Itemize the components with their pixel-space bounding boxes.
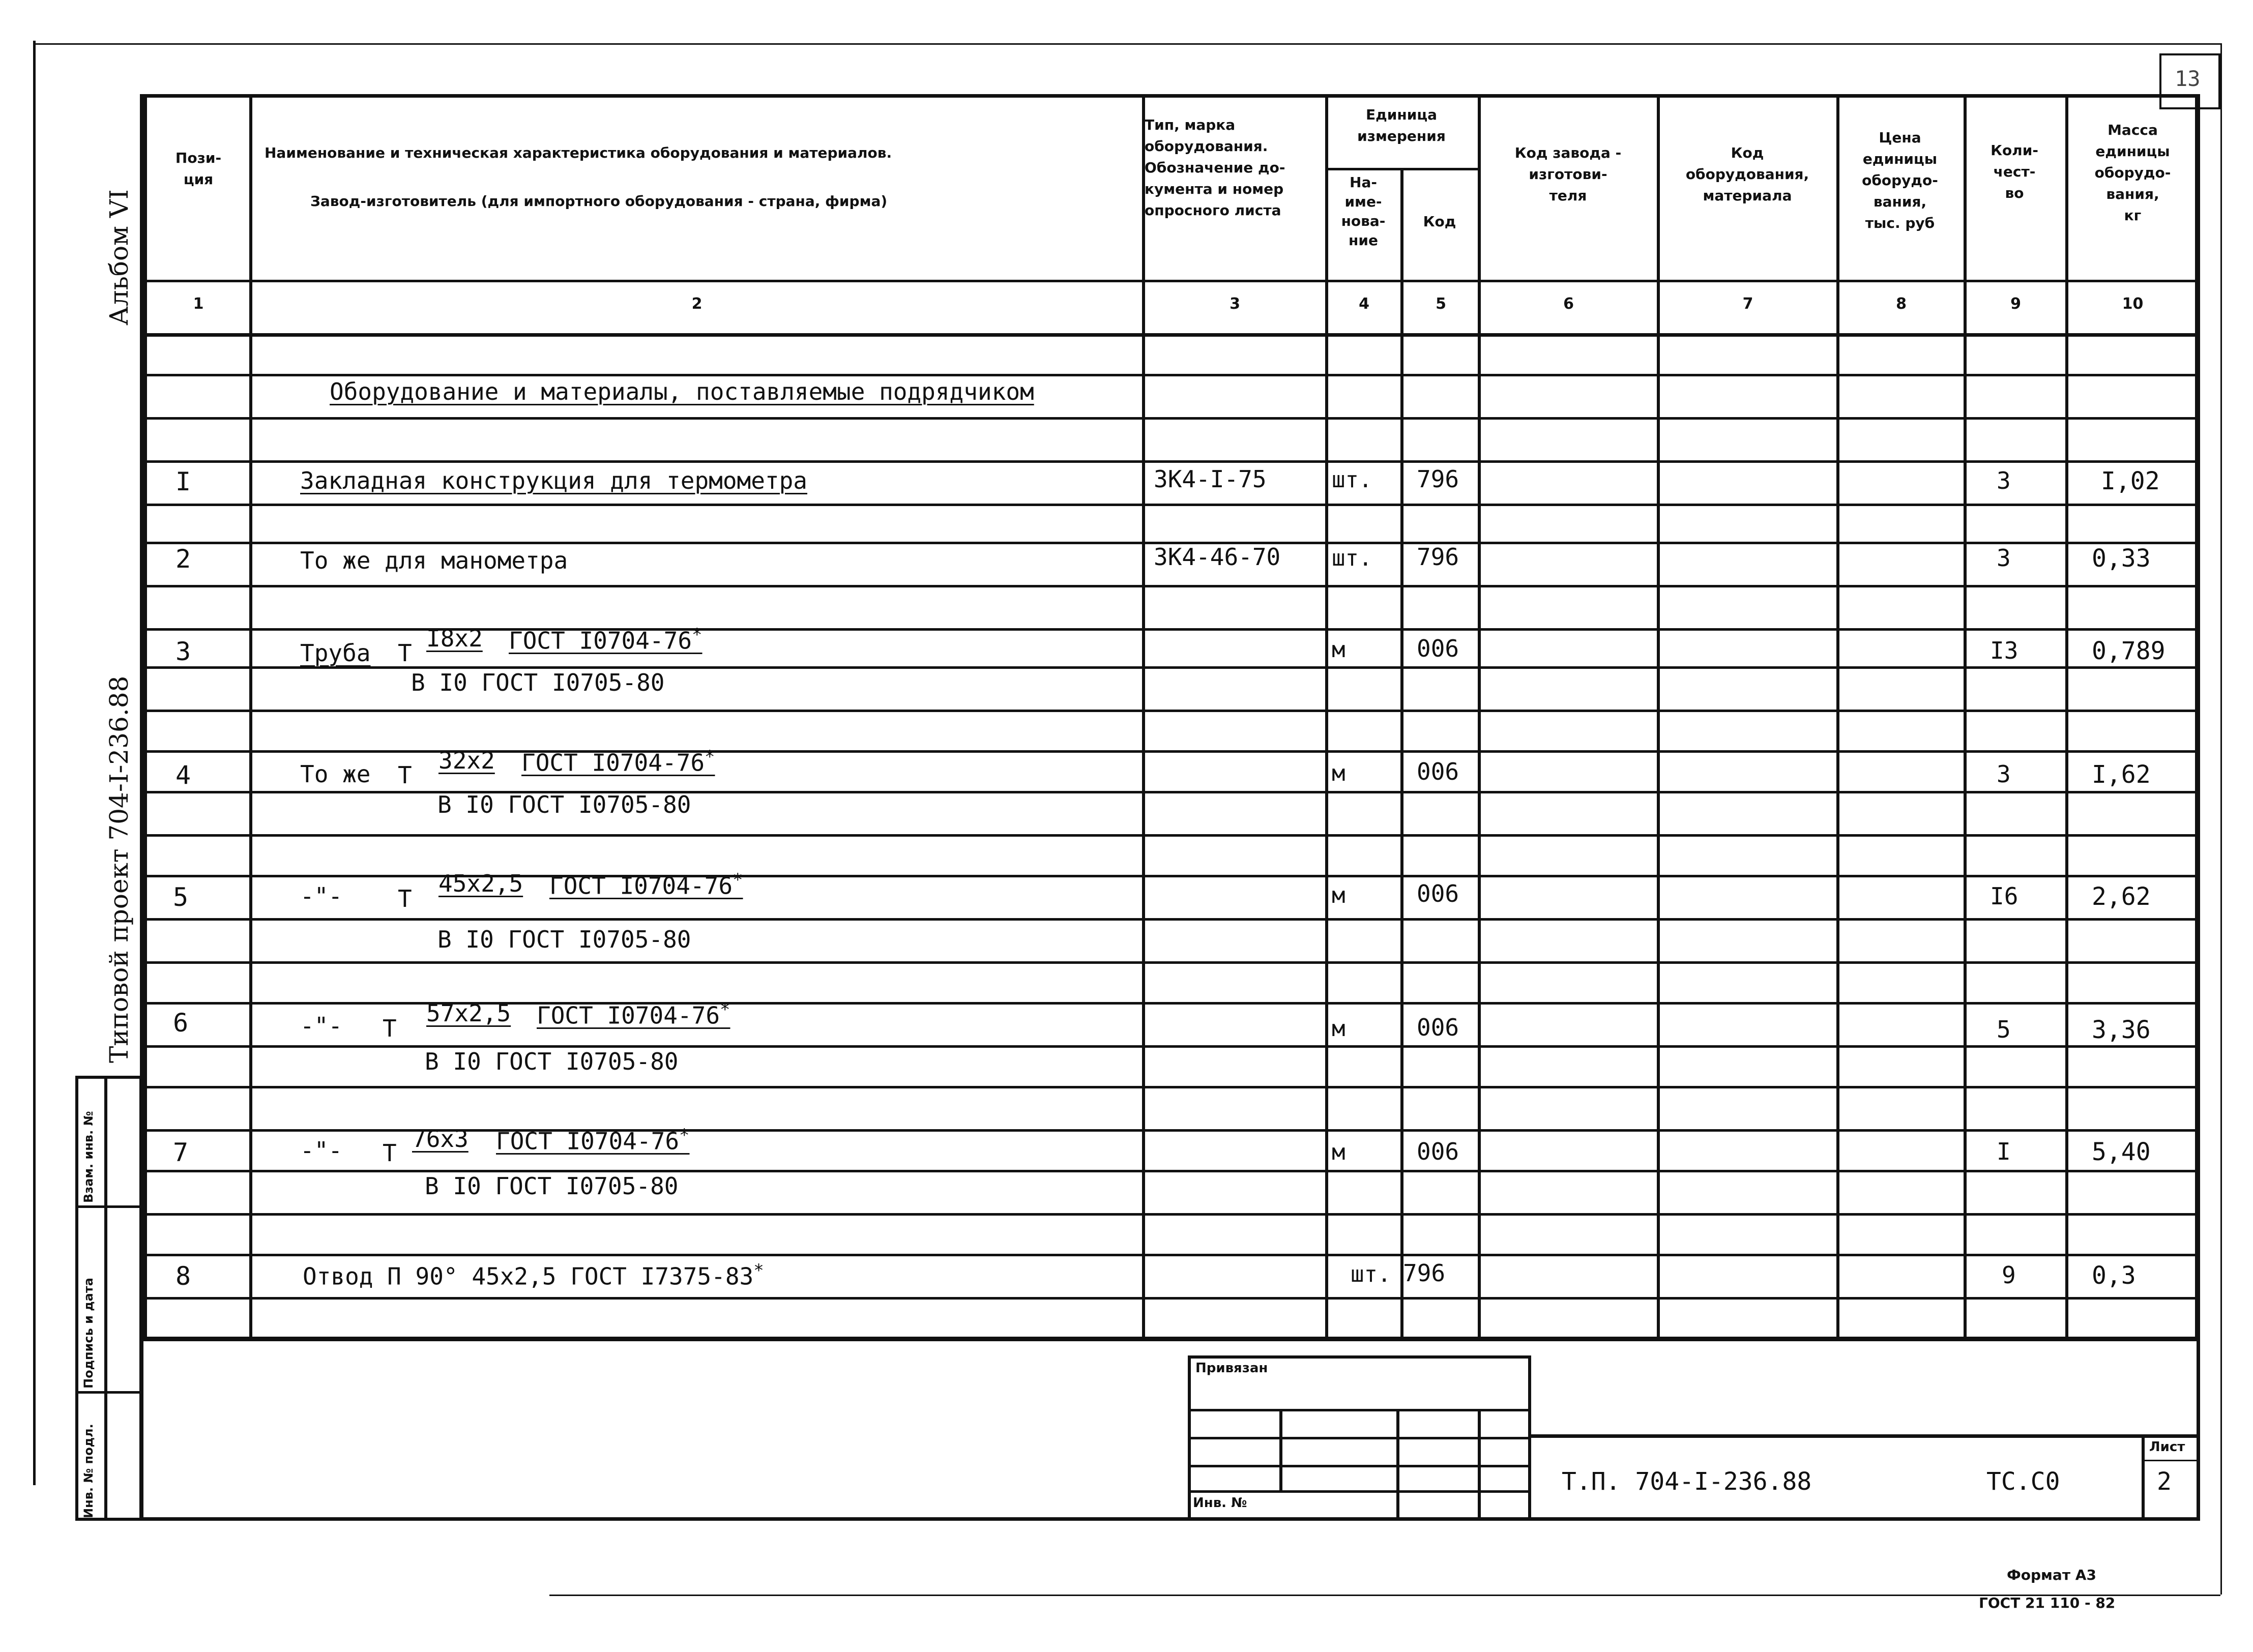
colnum-7: 7 (1742, 295, 1753, 313)
header-mass: Масса единицы оборудо- вания, кг (2094, 122, 2171, 224)
row-position: 6 (173, 1008, 189, 1038)
row-tag: Т (383, 1139, 397, 1167)
row-unit: м (1332, 1139, 1345, 1165)
attached-col-2 (1396, 1409, 1399, 1521)
row-size: I8x2 (426, 625, 483, 652)
row-name (303, 1260, 764, 1290)
row-line2: В I0 ГОСТ I0705-80 (437, 926, 691, 953)
row-mass: 0,3 (2092, 1261, 2136, 1290)
row-position: 3 (175, 637, 191, 666)
row-tag: Т (383, 1015, 397, 1042)
row-code: 006 (1417, 758, 1459, 785)
row-line (143, 918, 2199, 921)
unit-subheader-line (1325, 168, 1478, 170)
row-qty: 3 (1997, 544, 2011, 572)
stamp-orig-inv: Инв. № подл. (81, 1424, 96, 1518)
row-standard (549, 870, 743, 899)
asterisk: * (679, 1125, 690, 1145)
stamp-sign-date: Подпись и дата (81, 1278, 96, 1389)
row-code: 006 (1417, 1014, 1459, 1041)
header-unit-code: Код (1423, 213, 1456, 230)
row-position: 2 (175, 544, 191, 574)
row-tag: Т (398, 639, 412, 667)
row-mass: I,62 (2092, 760, 2151, 789)
header-unit-name: На- име- нова- ние (1341, 174, 1386, 249)
row-line (143, 460, 2199, 463)
corner-mark: 13 (2175, 66, 2201, 91)
right-margin-line (2220, 43, 2222, 1595)
header-bottom-line (143, 280, 2199, 282)
top-margin-line (33, 43, 2220, 45)
row-code: 796 (1403, 1259, 1446, 1287)
sheet-number: 2 (2157, 1467, 2172, 1496)
album-label: Альбом VI (104, 189, 134, 326)
asterisk: * (692, 625, 703, 645)
row-standard (509, 625, 703, 654)
header-unit: Единица измерения (1357, 106, 1446, 144)
row-code: 796 (1417, 465, 1459, 493)
header-qty: Коли- чест- во (1991, 142, 2038, 201)
row-mass: 5,40 (2092, 1138, 2151, 1166)
header-equip-code: Код оборудования, материала (1685, 144, 1809, 204)
header-type: Тип, марка оборудования. Обозначение до- кумента и номер опросного листа (1145, 116, 1285, 219)
colnum-2: 2 (691, 295, 703, 313)
row-standard-text: ГОСТ I0704-76 (537, 1001, 720, 1029)
asterisk: * (720, 999, 730, 1020)
stamp-divider (104, 1076, 107, 1521)
row-line (143, 504, 2199, 506)
row-unit: м (1332, 1016, 1345, 1042)
row-line (143, 1213, 2199, 1216)
row-standard (521, 747, 715, 776)
attached-col-3 (1478, 1409, 1481, 1521)
row-size: 76x3 (412, 1125, 469, 1153)
row-position: 5 (173, 882, 189, 912)
row-mass: 2,62 (2092, 882, 2151, 911)
asterisk: * (753, 1260, 764, 1281)
row-unit: шт. (1332, 545, 1372, 571)
sheet-label-line (2142, 1460, 2199, 1461)
row-qty: I (1997, 1138, 2011, 1165)
row-line2: В I0 ГОСТ I0705-80 (437, 791, 691, 818)
row-standard-text: ГОСТ I0704-76 (509, 627, 692, 655)
row-line2: В I0 ГОСТ I0705-80 (425, 1048, 679, 1075)
row-standard-text: ГОСТ I0704-76 (549, 872, 733, 900)
stamp-row-line-2 (75, 1391, 142, 1394)
document-code: ТС.С0 (1986, 1467, 2060, 1496)
colnum-8: 8 (1896, 295, 1907, 313)
row-mass: 3,36 (2092, 1016, 2151, 1044)
designation-top-line (1529, 1434, 2199, 1438)
row-size: 32x2 (438, 747, 495, 774)
row-name: То же (300, 760, 371, 788)
row-standard-text: ГОСТ I0704-76 (496, 1127, 680, 1155)
colnum-5: 5 (1436, 295, 1446, 313)
row-unit: шт. (1332, 467, 1372, 493)
row-qty: 3 (1997, 467, 2011, 494)
row-type: ЗК4-46-70 (1154, 543, 1281, 571)
row-standard (496, 1125, 690, 1155)
attached-col-1 (1279, 1409, 1282, 1490)
row-standard (537, 999, 730, 1029)
header-name-line2: Завод-изготовитель (для импортного оборудования - страна, фирма) (310, 193, 888, 210)
row-code: 006 (1417, 1138, 1459, 1165)
row-code: 006 (1417, 635, 1459, 662)
row-name: То же для манометра (300, 547, 568, 574)
row-position: 7 (173, 1138, 189, 1167)
row-mass: 0,33 (2092, 544, 2151, 573)
gost-label: ГОСТ 21 110 - 82 (1979, 1595, 2116, 1611)
colnum-4: 4 (1359, 295, 1369, 313)
inv-label: Инв. № (1193, 1495, 1247, 1511)
row-line (143, 1254, 2199, 1256)
col-line-4 (1400, 168, 1403, 1340)
row-name-text: Отвод П 90° 45x2,5 ГОСТ I7375-83 (303, 1262, 754, 1290)
row-line2: В I0 ГОСТ I0705-80 (411, 669, 665, 696)
row-code: 796 (1417, 543, 1459, 571)
table-bottom-line (143, 1338, 2199, 1341)
left-margin-line (33, 41, 36, 1485)
row-unit: м (1332, 882, 1345, 908)
row-size: 57x2,5 (426, 999, 511, 1027)
header-position: Пози- ция (175, 150, 222, 188)
row-unit: шт. (1351, 1261, 1391, 1287)
row-qty: 5 (1997, 1016, 2011, 1043)
row-position: 8 (175, 1261, 191, 1291)
row-line (143, 710, 2199, 712)
row-line (143, 1086, 2199, 1088)
colnum-1: 1 (193, 295, 204, 313)
row-line (143, 374, 2199, 376)
colnum-6: 6 (1563, 295, 1574, 313)
row-tag: Т (398, 885, 412, 912)
row-size: 45x2,5 (438, 870, 523, 897)
row-line (143, 834, 2199, 837)
document-number: Т.П. 704-I-236.88 (1562, 1467, 1812, 1496)
colnum-10: 10 (2122, 295, 2144, 313)
row-unit: м (1332, 760, 1345, 786)
row-line (143, 417, 2199, 420)
colnum-bottom-line (143, 333, 2199, 337)
sheet-cell-line (2142, 1434, 2145, 1521)
row-mass: 0,789 (2092, 637, 2166, 665)
stamp-row-line-1 (75, 1205, 142, 1208)
row-unit: м (1332, 637, 1345, 663)
row-code: 006 (1417, 880, 1459, 907)
attached-label: Привязан (1195, 1361, 1268, 1376)
row-name: -"- (300, 882, 343, 910)
colnum-9: 9 (2010, 295, 2021, 313)
row-tag: Т (398, 761, 412, 789)
header-price: Цена единицы оборудо- вания, тыс. руб (1862, 129, 1938, 231)
asterisk: * (705, 747, 715, 767)
header-maker-code: Код завода - изготови- теля (1514, 144, 1622, 204)
row-qty: 3 (1997, 760, 2011, 788)
row-qty: 9 (2002, 1261, 2016, 1289)
row-name: -"- (300, 1137, 343, 1164)
row-qty: I3 (1990, 637, 2018, 664)
row-type: ЗК4-I-75 (1154, 465, 1267, 493)
format-label: Формат А3 (2007, 1567, 2096, 1583)
row-standard-text: ГОСТ I0704-76 (521, 749, 705, 777)
row-name: Закладная конструкция для термометра (300, 467, 807, 494)
header-name-line1: Наименование и техническая характеристика оборудования и материалов. (265, 144, 892, 161)
section-title: Оборудование и материалы, поставляемые подрядчиком (330, 378, 1034, 405)
asterisk: * (733, 870, 743, 890)
row-name: Труба (300, 639, 371, 667)
stamp-inv-no: Взам. инв. № (81, 1111, 96, 1203)
row-mass: I,02 (2101, 467, 2160, 495)
row-line (143, 1297, 2199, 1300)
row-line (143, 961, 2199, 964)
bottom-margin-line (549, 1595, 2220, 1596)
colnum-3: 3 (1230, 295, 1240, 313)
row-line2: В I0 ГОСТ I0705-80 (425, 1172, 679, 1200)
row-name: -"- (300, 1012, 343, 1040)
row-position: I (175, 467, 191, 496)
sheet-label: Лист (2149, 1439, 2185, 1455)
row-line (143, 585, 2199, 587)
project-label: Типовой проект 704-I-236.88 (104, 675, 134, 1063)
row-position: 4 (175, 760, 191, 790)
row-qty: I6 (1990, 882, 2018, 910)
